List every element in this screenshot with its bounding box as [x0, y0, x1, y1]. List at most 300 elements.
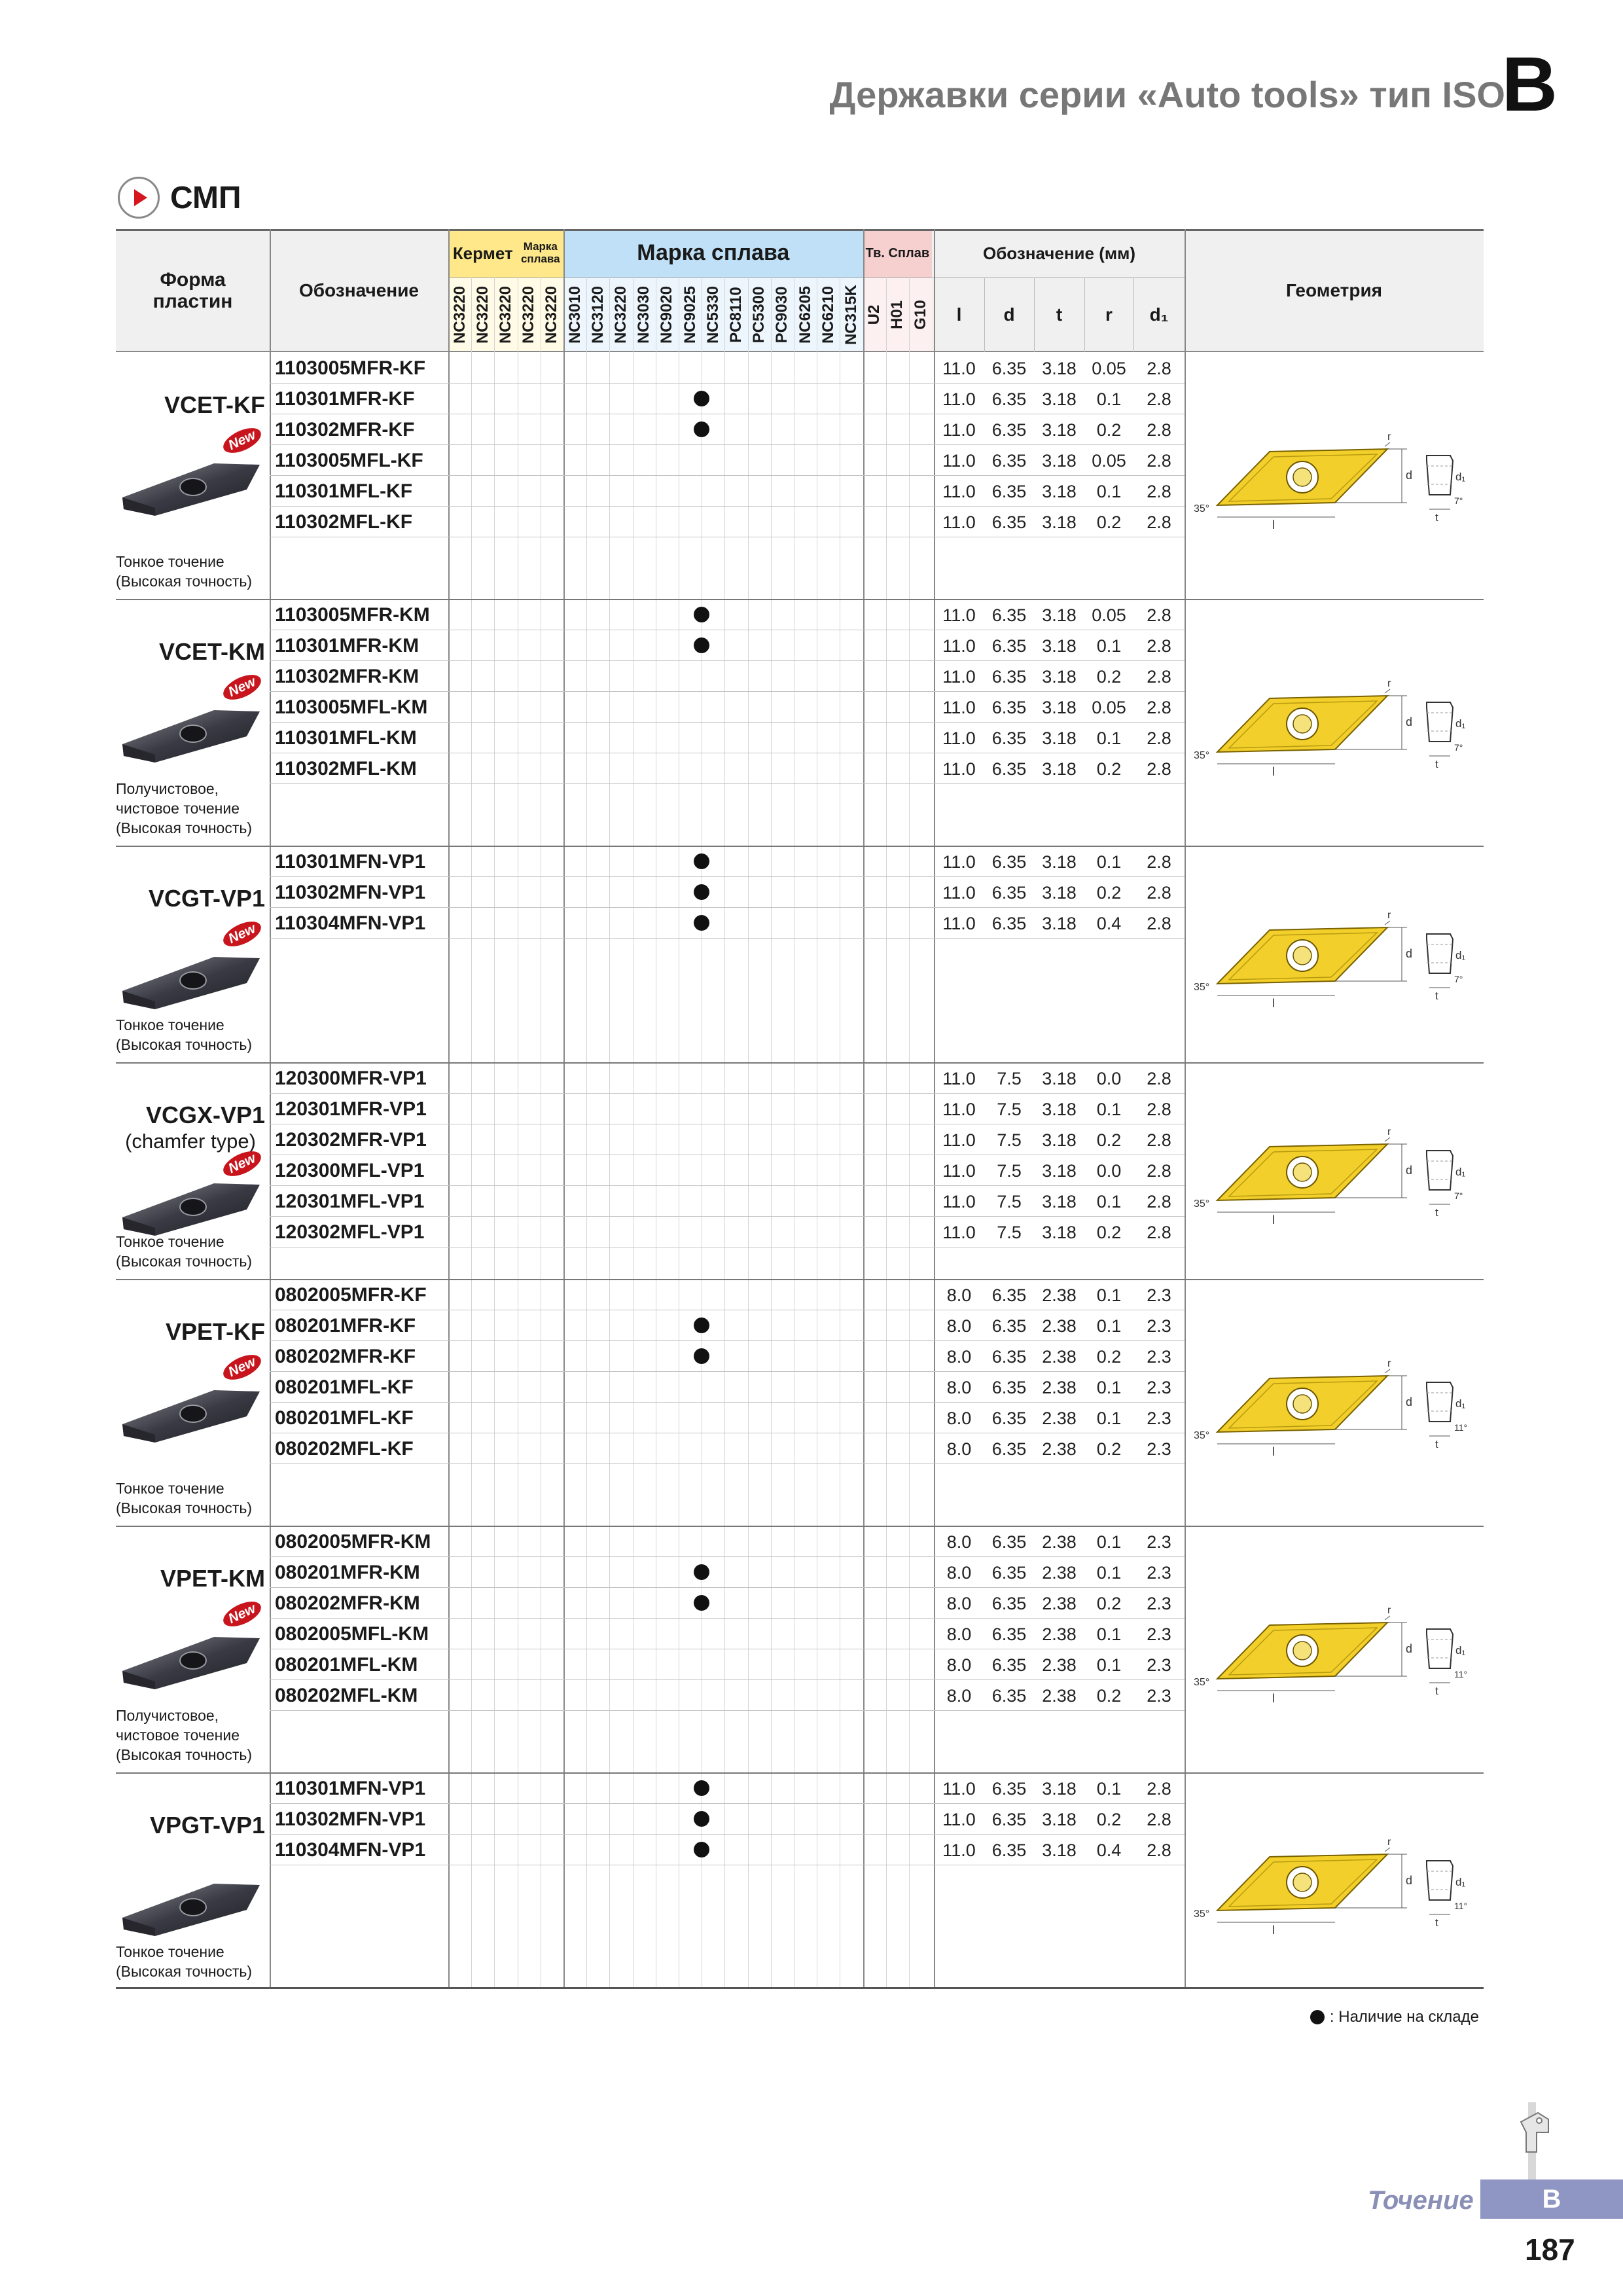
svg-text:r: r	[1387, 431, 1391, 442]
grade-code-header: NC5330	[704, 285, 722, 344]
dim-value: 0.2	[1096, 1810, 1122, 1829]
svg-text:11°: 11°	[1454, 1900, 1468, 1911]
insert-application: Тонкое точение (Высокая точность)	[116, 1943, 252, 1980]
dim-value: 3.18	[1042, 420, 1077, 440]
insert-photo	[116, 697, 266, 769]
dim-value: 6.35	[991, 451, 1027, 471]
grade-column-tint	[817, 352, 840, 1989]
dim-value: 2.8	[1147, 605, 1171, 625]
insert-code: 110304MFN-VP1	[275, 1839, 426, 1861]
dim-value: 6.35	[991, 420, 1027, 440]
dim-value: 0.05	[1092, 605, 1126, 625]
insert-geometry-diagram	[1191, 1115, 1479, 1240]
dim-value: 2.3	[1147, 1378, 1171, 1397]
dim-value: 2.8	[1147, 1779, 1171, 1799]
grade-code-header: NC3030	[635, 285, 653, 344]
insert-code: 110301MFN-VP1	[275, 1778, 426, 1799]
dim-value: 11.0	[942, 914, 976, 933]
dim-value: 3.18	[1042, 389, 1077, 409]
row-rule	[270, 444, 1185, 445]
grade-code-header: NC6210	[819, 285, 837, 344]
grade-column-tint	[495, 352, 517, 1989]
insert-geometry-diagram	[1191, 899, 1479, 1023]
dim-value: 11.0	[942, 389, 976, 409]
insert-code: 080201MFL-KM	[275, 1654, 418, 1676]
insert-code: 110301MFL-KF	[275, 480, 413, 502]
table-bottom-rule	[116, 1987, 1484, 1989]
svg-text:d: d	[1406, 715, 1413, 728]
dim-value: 11.0	[942, 359, 976, 378]
insert-application: Тонкое точение (Высокая точность)	[116, 1480, 252, 1516]
dim-value: 3.18	[1042, 728, 1077, 748]
dim-value: 7.5	[997, 1161, 1022, 1181]
section-heading	[118, 171, 241, 224]
insert-code: 080201MFR-KM	[275, 1562, 420, 1583]
dim-value: 8.0	[946, 1439, 972, 1459]
column-rule	[563, 229, 565, 1989]
insert-code: 080202MFL-KM	[275, 1685, 418, 1706]
dim-value: 2.3	[1147, 1655, 1171, 1675]
svg-text:11°: 11°	[1454, 1422, 1468, 1433]
grade-column-tint	[587, 352, 609, 1989]
stock-dot-icon	[694, 422, 709, 437]
grade-code-header: NC315K	[842, 284, 860, 346]
grade-column-rule	[471, 278, 472, 1989]
insert-code: 0802005MFR-KM	[275, 1531, 431, 1552]
dim-value: 6.35	[991, 1686, 1027, 1706]
cermet-label: Кермет	[452, 243, 513, 263]
insert-code: 110304MFN-VP1	[275, 912, 426, 934]
dim-value: 2.8	[1147, 482, 1171, 501]
insert-code: 0802005MFR-KF	[275, 1284, 427, 1306]
dim-value: 11.0	[942, 759, 976, 779]
stock-dot-icon	[694, 607, 709, 622]
dim-value: 6.35	[991, 1810, 1027, 1829]
grade-code-header: PC8110	[726, 287, 745, 343]
svg-text:t: t	[1435, 989, 1438, 1002]
dim-value: 0.1	[1096, 1408, 1122, 1428]
dim-value: 11.0	[942, 1100, 976, 1119]
svg-text:l: l	[1272, 1923, 1275, 1937]
grade-column-tint	[772, 352, 794, 1989]
dim-value: 6.35	[991, 1563, 1027, 1583]
insert-code: 080202MFR-KF	[275, 1346, 416, 1367]
dim-value: 2.3	[1147, 1594, 1171, 1613]
svg-text:35°: 35°	[1194, 1429, 1210, 1441]
dim-value: 0.2	[1096, 883, 1122, 903]
svg-text:t: t	[1435, 1206, 1438, 1219]
grade-code-header: G10	[911, 300, 929, 330]
dim-value: 2.8	[1147, 667, 1171, 687]
dim-value: 2.8	[1147, 420, 1171, 440]
dim-value: 3.18	[1042, 1192, 1077, 1211]
dim-value: 11.0	[942, 883, 976, 903]
row-rule	[270, 722, 1185, 723]
grade-column-tint	[518, 352, 541, 1989]
dim-value: 11.0	[942, 1223, 976, 1242]
dim-value: 3.18	[1042, 1069, 1077, 1088]
stock-dot-icon	[694, 1318, 709, 1333]
dim-value: 7.5	[997, 1069, 1022, 1088]
dim-value: 2.8	[1147, 1100, 1171, 1119]
footer-word: Точение	[1368, 2186, 1474, 2215]
dim-header: t	[1056, 304, 1063, 325]
row-rule	[270, 506, 1185, 507]
shape-column-header: Форма пластин	[152, 269, 233, 312]
svg-text:d: d	[1406, 1395, 1413, 1408]
grade-column-rule	[771, 278, 772, 1989]
grade-column-tint	[910, 352, 932, 1989]
dim-value: 6.35	[991, 1840, 1027, 1860]
insert-code: 080201MFR-KF	[275, 1315, 416, 1336]
dim-value: 11.0	[942, 451, 976, 471]
new-badge: New	[220, 423, 265, 457]
dim-value: 3.18	[1042, 914, 1077, 933]
page-number: 187	[1525, 2233, 1575, 2267]
row-rule	[270, 383, 1185, 384]
svg-text:35°: 35°	[1194, 503, 1210, 514]
grade-column-tint	[564, 352, 586, 1989]
dim-value: 0.1	[1096, 1100, 1122, 1119]
dim-value: 7.5	[997, 1100, 1022, 1119]
new-badge: New	[220, 916, 265, 951]
dim-column-rule	[984, 278, 985, 352]
dim-value: 6.35	[991, 1532, 1027, 1552]
dim-value: 6.35	[991, 698, 1027, 717]
dim-value: 2.38	[1042, 1655, 1077, 1675]
dim-column-rule	[1133, 278, 1134, 352]
dim-value: 0.4	[1096, 1840, 1122, 1860]
dim-value: 8.0	[946, 1655, 972, 1675]
dim-value: 3.18	[1042, 1223, 1077, 1242]
dim-value: 0.0	[1096, 1161, 1122, 1181]
dim-header: d₁	[1149, 304, 1169, 325]
dim-value: 6.35	[991, 1439, 1027, 1459]
dim-value: 11.0	[942, 1161, 976, 1181]
grade-column-rule	[748, 278, 749, 1989]
svg-text:7°: 7°	[1454, 1190, 1463, 1201]
dim-value: 6.35	[991, 852, 1027, 872]
dim-value: 6.35	[991, 667, 1027, 687]
dim-value: 6.35	[991, 605, 1027, 625]
svg-text:d₁: d₁	[1455, 470, 1466, 483]
grade-column-tint	[725, 352, 747, 1989]
svg-text:r: r	[1387, 1836, 1391, 1848]
grade-code-header: PC5300	[750, 286, 768, 344]
dim-value: 2.38	[1042, 1686, 1077, 1706]
dim-value: 2.8	[1147, 1161, 1171, 1181]
dims-label: Обозначение (мм)	[983, 243, 1135, 263]
grade-column-tint	[633, 352, 656, 1989]
grade-column-tint	[702, 352, 724, 1989]
svg-text:l: l	[1272, 996, 1275, 1010]
stock-dot-icon	[1310, 2010, 1325, 2024]
svg-text:r: r	[1387, 1357, 1391, 1369]
row-rule	[270, 1679, 1185, 1680]
insert-type-title: VPET-KF	[165, 1318, 265, 1345]
svg-text:l: l	[1272, 1691, 1275, 1705]
dim-value: 0.0	[1096, 1069, 1122, 1088]
dim-value: 3.18	[1042, 667, 1077, 687]
dim-header: l	[956, 304, 962, 325]
dim-value: 2.8	[1147, 852, 1171, 872]
dim-value: 0.1	[1096, 1779, 1122, 1799]
dim-value: 3.18	[1042, 698, 1077, 717]
row-rule	[270, 783, 1185, 784]
dim-value: 3.18	[1042, 883, 1077, 903]
dim-value: 3.18	[1042, 451, 1077, 471]
insert-type-title: VCGX-VP1	[145, 1102, 265, 1128]
insert-code: 120301MFL-VP1	[275, 1191, 425, 1212]
grade-code-header: NC3220	[611, 285, 630, 344]
stock-dot-icon	[694, 1564, 709, 1580]
insert-geometry-diagram	[1191, 1825, 1479, 1950]
group-separator	[116, 1772, 1484, 1774]
dim-value: 0.1	[1096, 1563, 1122, 1583]
insert-photo	[116, 1871, 266, 1943]
dim-value: 6.35	[991, 1316, 1027, 1336]
insert-code: 110301MFR-KM	[275, 635, 419, 656]
dim-value: 11.0	[942, 482, 976, 501]
dim-value: 2.8	[1147, 512, 1171, 532]
grade-column-rule	[586, 278, 587, 1989]
dim-value: 2.38	[1042, 1378, 1077, 1397]
dim-value: 2.3	[1147, 1347, 1171, 1367]
dim-value: 2.3	[1147, 1563, 1171, 1583]
dim-value: 2.3	[1147, 1439, 1171, 1459]
grade-column-tint	[656, 352, 679, 1989]
svg-text:11°: 11°	[1454, 1668, 1468, 1679]
svg-text:r: r	[1387, 677, 1391, 689]
grade-column-tint	[840, 352, 863, 1989]
dim-value: 0.1	[1096, 1192, 1122, 1211]
insert-code: 080201MFL-KF	[275, 1376, 414, 1398]
grade-column-tint	[794, 352, 817, 1989]
dim-header: r	[1105, 304, 1113, 325]
row-rule	[270, 1710, 1185, 1711]
dim-value: 2.3	[1147, 1532, 1171, 1552]
dim-value: 0.1	[1096, 482, 1122, 501]
insert-code: 120302MFR-VP1	[275, 1129, 427, 1151]
svg-text:35°: 35°	[1194, 981, 1210, 993]
insert-code: 110301MFN-VP1	[275, 851, 426, 872]
svg-text:7°: 7°	[1454, 495, 1463, 506]
dim-value: 3.18	[1042, 1100, 1077, 1119]
dim-value: 0.2	[1096, 1686, 1122, 1706]
insert-code: 110301MFR-KF	[275, 388, 415, 410]
svg-text:d: d	[1406, 1873, 1413, 1887]
insert-code: 110302MFN-VP1	[275, 882, 426, 903]
row-rule	[270, 1834, 1185, 1835]
dim-value: 3.18	[1042, 1840, 1077, 1860]
grade-column-tint	[864, 352, 886, 1989]
row-rule	[270, 1803, 1185, 1804]
dim-value: 0.2	[1096, 512, 1122, 532]
insert-code: 120301MFR-VP1	[275, 1098, 427, 1120]
svg-text:7°: 7°	[1454, 742, 1463, 753]
dim-value: 2.8	[1147, 759, 1171, 779]
table-header-rule	[116, 351, 1484, 352]
group-separator	[116, 1279, 1484, 1280]
grade-column-rule	[886, 278, 887, 1989]
insert-geometry-diagram	[1191, 420, 1479, 545]
grade-small-label: Марка сплава	[520, 240, 560, 265]
dim-value: 8.0	[946, 1563, 972, 1583]
dim-value: 11.0	[942, 636, 976, 656]
dim-value: 2.8	[1147, 451, 1171, 471]
row-rule	[270, 1340, 1185, 1341]
dim-value: 3.18	[1042, 482, 1077, 501]
grade-code-header: U2	[865, 304, 883, 325]
row-rule	[270, 938, 1185, 939]
dim-value: 8.0	[946, 1532, 972, 1552]
dim-value: 3.18	[1042, 636, 1077, 656]
grade-code-header: NC3120	[588, 285, 607, 344]
insert-code: 110302MFN-VP1	[275, 1808, 426, 1830]
dim-value: 11.0	[942, 1069, 976, 1088]
row-rule	[270, 1185, 1185, 1186]
grade-code-header: PC9030	[773, 286, 791, 344]
dim-value: 2.8	[1147, 914, 1171, 933]
dim-value: 0.2	[1096, 1347, 1122, 1367]
dim-value: 0.1	[1096, 1316, 1122, 1336]
tool-holder-icon	[1517, 2109, 1556, 2155]
dim-value: 2.8	[1147, 1130, 1171, 1150]
grade-code-header: NC6205	[796, 285, 814, 344]
dim-value: 6.35	[991, 636, 1027, 656]
dim-value: 0.1	[1096, 852, 1122, 872]
svg-text:35°: 35°	[1194, 1908, 1210, 1920]
dim-value: 11.0	[942, 1840, 976, 1860]
insert-geometry-diagram	[1191, 667, 1479, 791]
column-rule	[1185, 229, 1186, 1989]
insert-code: 110301MFL-KM	[275, 727, 417, 749]
dim-value: 0.4	[1096, 914, 1122, 933]
svg-text:35°: 35°	[1194, 749, 1210, 761]
dim-value: 2.38	[1042, 1408, 1077, 1428]
insert-photo	[116, 450, 266, 522]
dim-value: 8.0	[946, 1624, 972, 1644]
dim-value: 0.2	[1096, 667, 1122, 687]
dim-value: 11.0	[942, 728, 976, 748]
grade-column-rule	[909, 278, 910, 1989]
dim-value: 8.0	[946, 1285, 972, 1305]
dim-value: 0.1	[1096, 636, 1122, 656]
dim-value: 2.8	[1147, 698, 1171, 717]
dim-value: 8.0	[946, 1408, 972, 1428]
row-rule	[270, 907, 1185, 908]
legend	[1310, 2008, 1479, 2026]
column-rule	[448, 229, 450, 1989]
insert-code: 1103005MFL-KM	[275, 696, 428, 718]
insert-type-title: VCET-KF	[164, 391, 265, 418]
dim-value: 3.18	[1042, 512, 1077, 532]
insert-application: Тонкое точение (Высокая точность)	[116, 1233, 252, 1270]
svg-text:l: l	[1272, 1444, 1275, 1458]
svg-text:r: r	[1387, 1604, 1391, 1616]
dim-column-rule	[1084, 278, 1085, 352]
stock-dot-icon	[694, 884, 709, 900]
dim-value: 11.0	[942, 698, 976, 717]
dim-value: 0.2	[1096, 1223, 1122, 1242]
dim-value: 6.35	[991, 1285, 1027, 1305]
geometry-column-header: Геометрия	[1285, 279, 1383, 300]
insert-type-subtitle: (chamfer type)	[125, 1130, 256, 1153]
column-rule	[863, 229, 865, 1989]
dim-value: 2.38	[1042, 1594, 1077, 1613]
dim-value: 2.3	[1147, 1686, 1171, 1706]
dim-value: 6.35	[991, 1378, 1027, 1397]
insert-code: 120302MFL-VP1	[275, 1221, 425, 1243]
row-rule	[270, 1463, 1185, 1464]
group-separator	[116, 599, 1484, 600]
insert-geometry-diagram	[1191, 1347, 1479, 1471]
dim-value: 6.35	[991, 1624, 1027, 1644]
grade-column-rule	[609, 278, 610, 1989]
stock-dot-icon	[694, 1811, 709, 1827]
dim-value: 8.0	[946, 1378, 972, 1397]
play-icon	[118, 177, 160, 219]
dim-value: 3.18	[1042, 1779, 1077, 1799]
dim-value: 6.35	[991, 914, 1027, 933]
stock-dot-icon	[694, 637, 709, 653]
dim-value: 11.0	[942, 512, 976, 532]
insert-code: 1103005MFL-KF	[275, 450, 423, 471]
grade-column-rule	[494, 278, 495, 1989]
insert-code: 110302MFR-KM	[275, 666, 419, 687]
grade-column-tint	[472, 352, 494, 1989]
svg-text:d₁: d₁	[1455, 1875, 1466, 1888]
dim-value: 2.38	[1042, 1285, 1077, 1305]
section-label: СМП	[170, 180, 241, 215]
row-rule	[270, 1216, 1185, 1217]
grade-code-header: NC9020	[658, 285, 676, 344]
dim-value: 11.0	[942, 1779, 976, 1799]
svg-text:d₁: d₁	[1455, 1397, 1466, 1410]
stock-dot-icon	[694, 1348, 709, 1364]
dim-value: 7.5	[997, 1192, 1022, 1211]
svg-text:d₁: d₁	[1455, 717, 1466, 730]
new-badge: New	[220, 1146, 265, 1181]
row-rule	[270, 1618, 1185, 1619]
dim-value: 0.1	[1096, 1378, 1122, 1397]
svg-text:r: r	[1387, 909, 1391, 921]
svg-text:r: r	[1387, 1126, 1391, 1138]
row-rule	[270, 1402, 1185, 1403]
dim-value: 6.35	[991, 512, 1027, 532]
insert-geometry-diagram	[1191, 1594, 1479, 1718]
insert-application: Получистовое, чистовое точение (Высокая точность)	[116, 1707, 252, 1763]
stock-dot-icon	[694, 1780, 709, 1796]
insert-photo	[116, 944, 266, 1016]
insert-application: Тонкое точение (Высокая точность)	[116, 553, 252, 590]
dim-value: 8.0	[946, 1686, 972, 1706]
group-separator	[116, 1062, 1484, 1064]
svg-text:t: t	[1435, 511, 1438, 524]
dim-value: 2.3	[1147, 1316, 1171, 1336]
dim-value: 6.35	[991, 1655, 1027, 1675]
svg-text:t: t	[1435, 757, 1438, 770]
dim-value: 0.1	[1096, 728, 1122, 748]
dim-value: 11.0	[942, 420, 976, 440]
svg-text:d: d	[1406, 946, 1413, 960]
dim-value: 2.8	[1147, 359, 1171, 378]
svg-text:l: l	[1272, 764, 1275, 778]
dim-value: 0.1	[1096, 1624, 1122, 1644]
dim-value: 11.0	[942, 667, 976, 687]
row-rule	[270, 691, 1185, 692]
grade-column-tint	[610, 352, 632, 1989]
